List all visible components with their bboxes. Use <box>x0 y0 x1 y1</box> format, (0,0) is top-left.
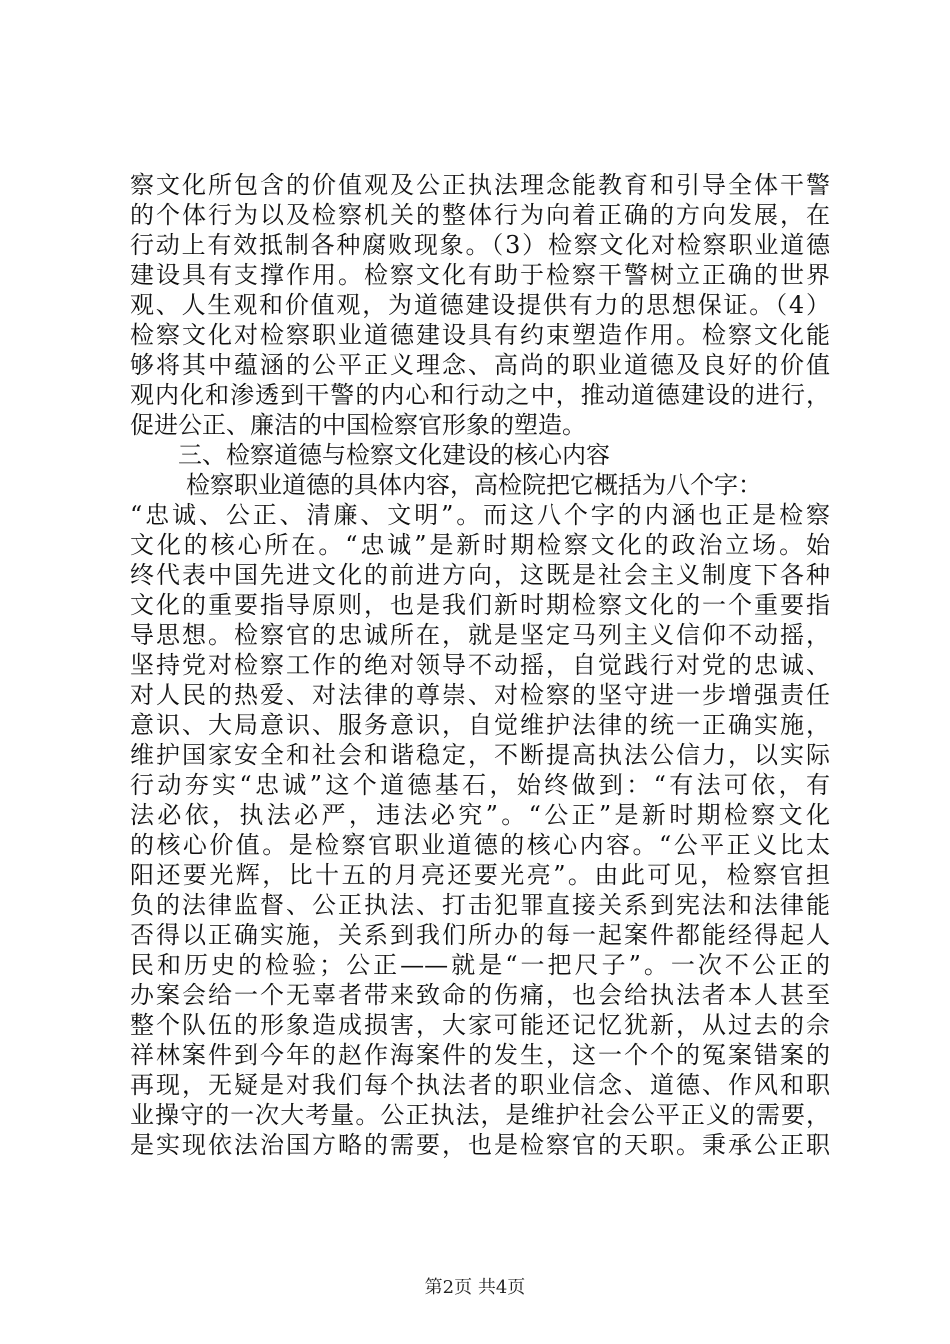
text-line: 的个体行为以及检察机关的整体行为向着正确的方向发展，在 <box>130 201 830 229</box>
text-line: 终代表中国先进文化的前进方向，这既是社会主义制度下各种 <box>130 561 830 589</box>
section-heading: 三、检察道德与检察文化建设的核心内容 <box>178 441 610 469</box>
paragraph-2 <box>130 470 830 1160</box>
text-line: 检察文化对检察职业道德建设具有约束塑造作用。检察文化能 <box>130 321 830 349</box>
text-line: 意识、大局意识、服务意识，自觉维护法律的统一正确实施， <box>130 711 830 739</box>
text-line: 建设具有支撑作用。检察文化有助于检察干警树立正确的世界 <box>130 261 830 289</box>
text-line: 是实现依法治国方略的需要，也是检察官的天职。秉承公正职 <box>130 1131 830 1159</box>
text-line: 办案会给一个无辜者带来致命的伤痛，也会给执法者本人甚至 <box>130 981 830 1009</box>
text-line: “忠诚、公正、清廉、文明”。而这八个字的内涵也正是检察 <box>130 501 830 529</box>
text-line: 观、人生观和价值观，为道德建设提供有力的思想保证。（4） <box>130 291 830 319</box>
text-line: 祥林案件到今年的赵作海案件的发生，这一个个的冤案错案的 <box>130 1041 830 1069</box>
text-line: 够将其中蕴涵的公平正义理念、高尚的职业道德及良好的价值 <box>130 351 830 379</box>
text-line: 维护国家安全和社会和谐稳定，不断提高执法公信力，以实际 <box>130 741 830 769</box>
text-line: 否得以正确实施，关系到我们所办的每一起案件都能经得起人 <box>130 921 830 949</box>
text-line: 整个队伍的形象造成损害，大家可能还记忆犹新，从过去的佘 <box>130 1011 830 1039</box>
text-line: 的核心价值。是检察官职业道德的核心内容。“公平正义比太 <box>130 831 830 859</box>
text-line: 察文化所包含的价值观及公正执法理念能教育和引导全体干警 <box>130 171 830 199</box>
text-line: 民和历史的检验；公正——就是“一把尺子”。一次不公正的 <box>130 951 830 979</box>
text-line: 负的法律监督、公正执法、打击犯罪直接关系到宪法和法律能 <box>130 891 830 919</box>
text-line: 行动夯实“忠诚”这个道德基石，始终做到：“有法可依，有 <box>130 771 830 799</box>
text-line: 文化的核心所在。“忠诚”是新时期检察文化的政治立场。始 <box>130 531 830 559</box>
document-body <box>130 170 830 1160</box>
text-line: 观内化和渗透到干警的内心和行动之中，推动道德建设的进行， <box>130 381 830 409</box>
text-line: 业操守的一次大考量。公正执法，是维护社会公平正义的需要， <box>130 1101 830 1129</box>
text-line: 坚持党对检察工作的绝对领导不动摇，自觉践行对党的忠诚、 <box>130 651 830 679</box>
text-line: 法必依，执法必严，违法必究”。“公正”是新时期检察文化 <box>130 801 830 829</box>
text-line: 导思想。检察官的忠诚所在，就是坚定马列主义信仰不动摇， <box>130 621 830 649</box>
text-line: 文化的重要指导原则，也是我们新时期检察文化的一个重要指 <box>130 591 830 619</box>
text-line: 行动上有效抵制各种腐败现象。（3）检察文化对检察职业道德 <box>130 231 830 259</box>
text-line: 阳还要光辉，比十五的月亮还要光亮”。由此可见，检察官担 <box>130 861 830 889</box>
page-number-footer: 第2页 共4页 <box>424 1277 526 1298</box>
text-line: 促进公正、廉洁的中国检察官形象的塑造。 <box>130 411 586 439</box>
text-line: 检察职业道德的具体内容，高检院把它概括为八个字： <box>186 471 762 499</box>
text-line: 对人民的热爱、对法律的尊崇、对检察的坚守进一步增强责任 <box>130 681 830 709</box>
text-line: 再现，无疑是对我们每个执法者的职业信念、道德、作风和职 <box>130 1071 830 1099</box>
paragraph-1 <box>130 170 830 440</box>
